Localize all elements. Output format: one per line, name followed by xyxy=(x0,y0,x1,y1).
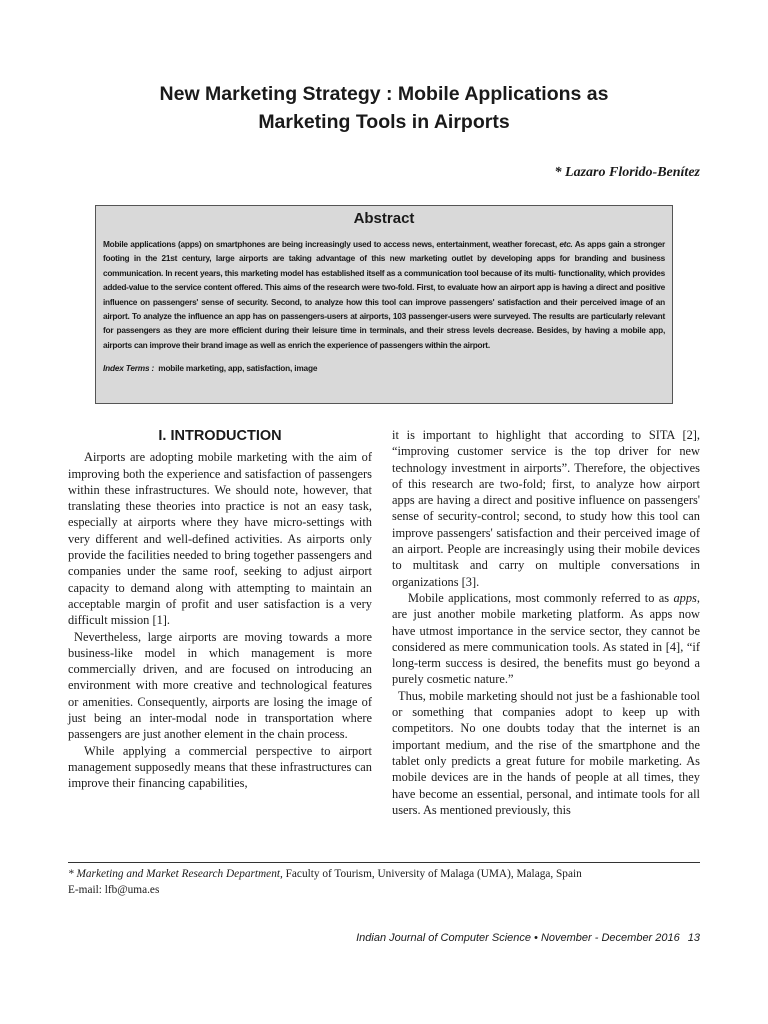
title-line-1: New Marketing Strategy : Mobile Applications as xyxy=(159,83,609,105)
right-paragraph-3: Thus, mobile marketing should not just be a fashionable tool or something that companies adopt to keep up with competitors. No one doubts today that the internet is an important medium, and the rise of the smartphone and the tablet only predicts a great future for mobile marketing. As mobile devices are in the hands of people at all times, they have become an essential, personal, and intimate tools for all users. As mentioned previously, this xyxy=(392,688,700,817)
footnote-department: Marketing and Market Research Department, xyxy=(76,868,283,880)
author-name: * Lazaro Florido-Benítez xyxy=(554,165,700,180)
footnote-institution: Faculty of Tourism, University of Malaga (UMA), Malaga, Spain xyxy=(282,868,582,880)
left-paragraph-3: While applying a commercial perspective to airport management supposedly means that these infrastructures can improve their financing capabilities, xyxy=(68,743,372,791)
abstract-heading: Abstract xyxy=(353,210,415,227)
abstract-text-etc: etc. xyxy=(559,239,573,249)
right-paragraph-1: it is important to highlight that according to SITA [2], “improving customer service is the top driver for new technology investment in airports”. Therefore, the objectives of this research are two-fold; first, to analyze how airport apps are having a direct and positive influence on passengers' sense of security-control; second, to study how this tool can improve passengers' satisfaction and their perceived image of an airport. People are increasingly using their mobile devices to multitask and carry on multiple conversations in organizations [3]. xyxy=(392,428,700,589)
footnote xyxy=(68,867,700,898)
section-heading-introduction: I. INTRODUCTION xyxy=(158,428,282,444)
paper-title xyxy=(100,80,668,136)
abstract-box xyxy=(95,205,673,404)
abstract-text-b: As apps gain a stronger footing in the 21st century, large airports are taking advantage of this new marketing outlet by developing apps for branding and business communication. In recent years, this marketing model has established itself as a communication tool because of its multi- functionality, which provides added-value to the service content offered. This aims of the research were two-fold. First, to evaluate how an airport app is having a direct and positive influence on passengers' sense of security. Second, to analyze how this tool can improve passengers' satisfaction and their perceived image of an airport. To analyze the influence an app has on passengers-users at airports, 103 passenger-users were surveyed. The results are particularly relevant for passengers as they are more efficient during their leisure time in terminals, and their stress levels decrease. Besides, by having a mobile app, airports can improve their brand image as well as enrich the experience of passengers within the airport. xyxy=(103,239,665,350)
footnote-divider xyxy=(68,862,700,863)
footnote-affiliation xyxy=(68,867,700,883)
abstract-text xyxy=(103,237,665,352)
title-line-2: Marketing Tools in Airports xyxy=(258,111,510,133)
left-paragraph-2: Nevertheless, large airports are moving towards a more business-like model in which management is more commercially driven, and are focused on introducing an environment with more creative and technological features or amenities. Consequently, airports are losing the image of just being an inter-modal node in transportation where passengers are just another element in the chain process. xyxy=(68,629,372,742)
footnote-star: * xyxy=(68,868,77,880)
left-column xyxy=(68,426,372,792)
right-paragraph-2-b: , are just another mobile marketing platform. As apps now have utmost importance in the service sector, they cannot be considered as mere communication tools. As stated in [4], “if long-term success is desired, the benefits must go beyond a purely cosmetic nature.” xyxy=(392,590,700,687)
abstract-text-a: Mobile applications (apps) on smartphones are being increasingly used to access news, entertainment, weather forecast, xyxy=(103,239,560,249)
index-terms-value: mobile marketing, app, satisfaction, image xyxy=(158,363,318,374)
right-column xyxy=(392,427,700,818)
footnote-email: E-mail: lfb@uma.es xyxy=(68,883,160,896)
right-paragraph-2-apps: apps xyxy=(673,590,697,605)
footer-journal: Indian Journal of Computer Science • November - December 2016 xyxy=(356,932,680,944)
index-terms-label: Index Terms : xyxy=(103,363,155,374)
right-paragraph-2-a: Mobile applications, most commonly referred to as xyxy=(408,590,674,605)
index-terms xyxy=(103,363,665,373)
left-paragraph-1: Airports are adopting mobile marketing with the aim of improving both the experience and satisfaction of passengers within these infrastructures. We should note, however, that translating these theories into practice is not an easy task, especially at airports where they have micro-settings with very different and well-defined activities. As airports only provide the facilities needed to bring together passengers and companies under the same roof, seeking to adjust airport capacity to demand along with attempting to maintain an acceptable margin of profit and user satisfaction is a very difficult mission [1]. xyxy=(68,450,372,628)
page-footer xyxy=(356,932,700,944)
right-paragraph-2 xyxy=(392,590,700,688)
footer-page-number: 13 xyxy=(687,932,700,944)
